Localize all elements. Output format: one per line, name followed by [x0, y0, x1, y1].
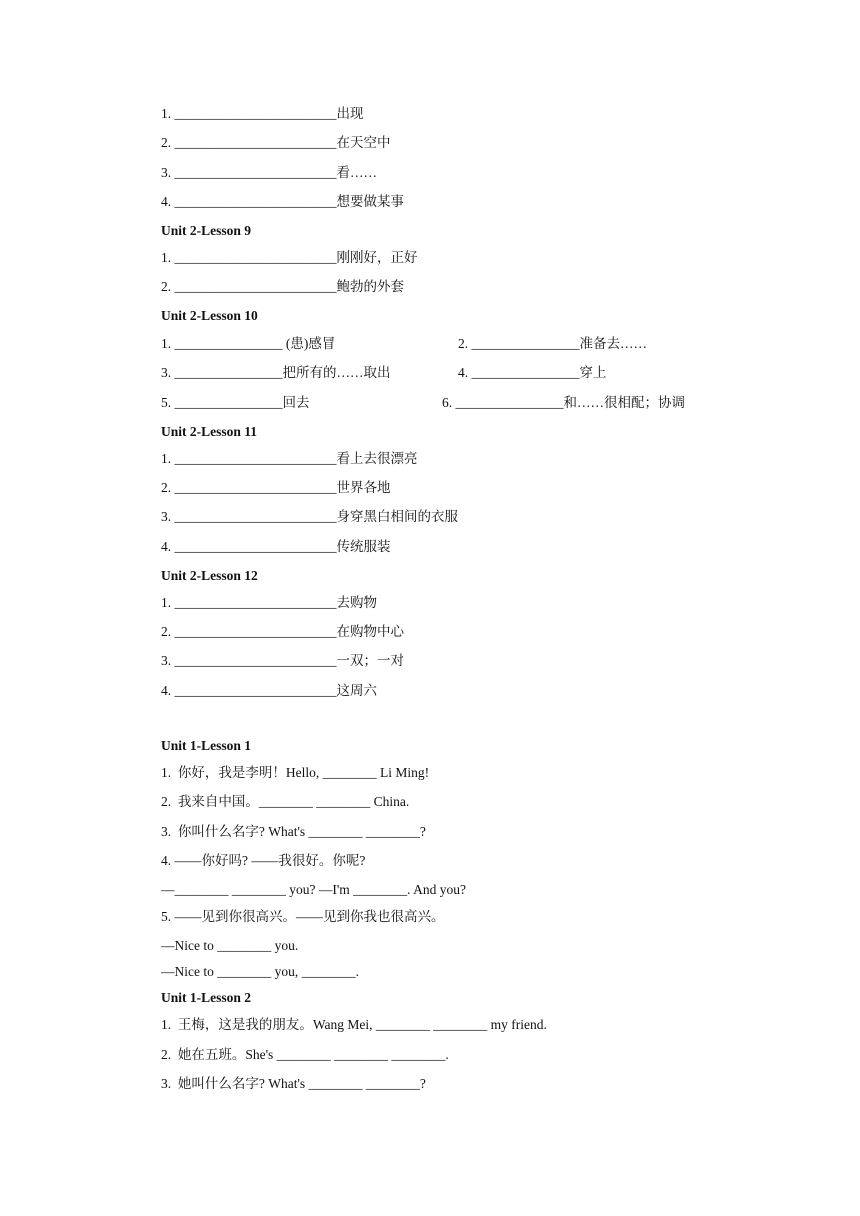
section-heading-lesson10: Unit 2-Lesson 10 [161, 308, 258, 323]
section-heading-lesson9: Unit 2-Lesson 9 [161, 223, 252, 238]
list-item: —________ ________ you? —I'm ________. And you? [161, 882, 467, 897]
list-item: 1. ________________________去购物 [161, 595, 377, 610]
list-item: 4. ——你好吗? ——我很好。你呢? [161, 853, 366, 868]
list-item: 4. ________________________传统服装 [161, 539, 391, 554]
list-item: 5. ________________回去 [161, 395, 310, 410]
list-item: 2. ________________准备去…… [458, 336, 647, 351]
list-item: 4. ________________________想要做某事 [161, 194, 404, 209]
list-item: 6. ________________和……很相配；协调 [442, 395, 685, 410]
list-item: 1. 王梅，这是我的朋友。Wang Mei, ________ ________ my friend. [161, 1017, 547, 1032]
list-item: 1. ________________ (患)感冒 [161, 336, 336, 351]
list-item: —Nice to ________ you. [161, 938, 299, 953]
list-item: 1. 你好，我是李明！Hello, ________ Li Ming! [161, 765, 430, 780]
list-item: 1. ________________________看上去很漂亮 [161, 451, 418, 466]
section-heading-lesson11: Unit 2-Lesson 11 [161, 424, 258, 439]
section-heading-lesson12: Unit 2-Lesson 12 [161, 568, 258, 583]
list-item: —Nice to ________ you, ________. [161, 964, 359, 979]
list-item: 3. 她叫什么名字? What's ________ ________? [161, 1076, 426, 1091]
list-item: 2. ________________________世界各地 [161, 480, 391, 495]
list-item: 4. ________________________这周六 [161, 683, 377, 698]
list-item: 2. ________________________在天空中 [161, 135, 391, 150]
section-heading-u1-lesson1: Unit 1-Lesson 1 [161, 738, 252, 753]
list-item: 3. ________________________一双；一对 [161, 653, 404, 668]
list-item: 3. 你叫什么名字? What's ________ ________? [161, 824, 426, 839]
list-item: 2. ________________________在购物中心 [161, 624, 404, 639]
list-item: 2. 她在五班。She's ________ ________ ________. [161, 1047, 449, 1062]
list-item: 4. ________________穿上 [458, 365, 607, 380]
list-item: 3. ________________________看…… [161, 165, 377, 180]
list-item: 1. ________________________出现 [161, 106, 364, 121]
list-item: 1. ________________________刚刚好，正好 [161, 250, 418, 265]
list-item: 2. ________________________鲍勃的外套 [161, 279, 404, 294]
list-item: 3. ________________________身穿黑白相间的衣服 [161, 509, 458, 524]
list-item: 2. 我来自中国。________ ________ China. [161, 794, 410, 809]
list-item: 5. ——见到你很高兴。——见到你我也很高兴。 [161, 909, 445, 924]
list-item: 3. ________________把所有的……取出 [161, 365, 391, 380]
section-heading-u1-lesson2: Unit 1-Lesson 2 [161, 990, 252, 1005]
